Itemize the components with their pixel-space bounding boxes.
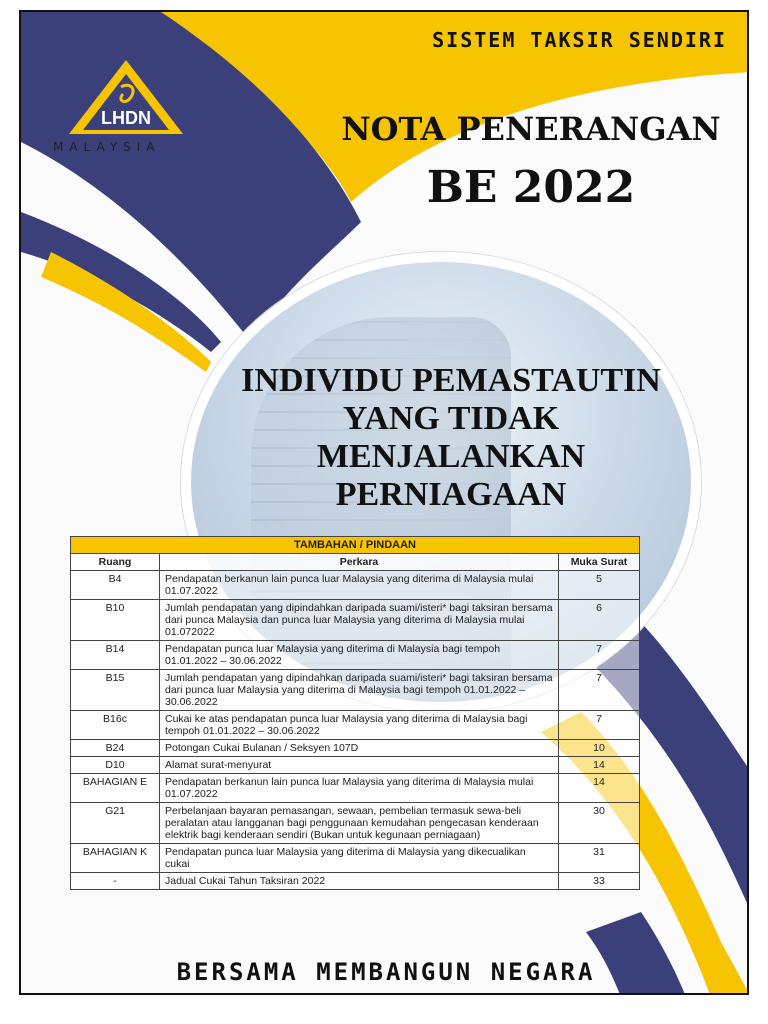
cell-perkara: Jadual Cukai Tahun Taksiran 2022 (160, 873, 559, 890)
cell-ruang: BAHAGIAN K (71, 844, 160, 873)
cell-ruang: B15 (71, 670, 160, 711)
cell-ruang: B16c (71, 711, 160, 740)
table-row (71, 774, 640, 803)
cell-ruang: B4 (71, 571, 160, 600)
logo-caption: MALAYSIA (53, 140, 161, 154)
cell-ruang: BAHAGIAN E (71, 774, 160, 803)
table-row (71, 670, 640, 711)
headline-line-2: YANG TIDAK (342, 400, 560, 437)
nota-title: NOTA PENERANGAN (341, 110, 721, 148)
amendments-table (70, 536, 640, 890)
cell-perkara: Pendapatan berkanun lain punca luar Malaysia yang diterima di Malaysia mulai 01.07.2022 (160, 774, 559, 803)
cell-perkara: Alamat surat-menyurat (160, 757, 559, 774)
cell-perkara: Pendapatan punca luar Malaysia yang diterima di Malaysia yang dikecualikan cukai (160, 844, 559, 873)
table-row (71, 844, 640, 873)
cell-page: 30 (559, 803, 640, 844)
cell-page: 7 (559, 670, 640, 711)
cell-perkara: Pendapatan punca luar Malaysia yang diterima di Malaysia bagi tempoh 01.01.2022 – 30.06.2022 (160, 641, 559, 670)
footer-slogan: BERSAMA MEMBANGUN NEGARA (176, 958, 596, 986)
table-row (71, 740, 640, 757)
cell-page: 10 (559, 740, 640, 757)
table-row (71, 641, 640, 670)
cell-page: 6 (559, 600, 640, 641)
table-row (71, 757, 640, 774)
column-header-muka-surat: Muka Surat (559, 554, 640, 571)
system-title: SISTEM TAKSIR SENDIRI (432, 28, 727, 52)
table-row (71, 571, 640, 600)
logo-text: LHDN (101, 108, 151, 128)
table-row (71, 600, 640, 641)
table-row (71, 711, 640, 740)
column-header-ruang: Ruang (71, 554, 160, 571)
cell-page: 7 (559, 641, 640, 670)
cell-ruang: B10 (71, 600, 160, 641)
cell-page: 7 (559, 711, 640, 740)
cell-ruang: D10 (71, 757, 160, 774)
cell-perkara: Perbelanjaan bayaran pemasangan, sewaan, pembelian termasuk sewa-beli peralatan atau langganan bagi penggunaan kemudahan pengecasan kenderaan elektrik bagi kenderaan sendiri (Bukan untuk kegunaan perniagaan) (160, 803, 559, 844)
table-title: TAMBAHAN / PINDAAN (71, 537, 640, 554)
cell-perkara: Potongan Cukai Bulanan / Seksyen 107D (160, 740, 559, 757)
cell-page: 31 (559, 844, 640, 873)
cell-perkara: Cukai ke atas pendapatan punca luar Malaysia yang diterima di Malaysia bagi tempoh 01.01.2022 – 30.06.2022 (160, 711, 559, 740)
cell-ruang: - (71, 873, 160, 890)
cell-perkara: Pendapatan berkanun lain punca luar Malaysia yang diterima di Malaysia mulai 01.07.2022 (160, 571, 559, 600)
headline-line-3: MENJALANKAN (316, 438, 586, 475)
cell-page: 5 (559, 571, 640, 600)
cell-ruang: B24 (71, 740, 160, 757)
cell-perkara: Jumlah pendapatan yang dipindahkan daripada suami/isteri* bagi taksiran bersama dari punca luar Malaysia yang diterima di Malaysia bagi tempoh 01.01.2022 – 30.06.2022 (160, 670, 559, 711)
cell-ruang: B14 (71, 641, 160, 670)
table-row (71, 873, 640, 890)
cell-page: 14 (559, 757, 640, 774)
cover-page (19, 10, 749, 995)
headline-line-1: INDIVIDU PEMASTAUTIN (241, 362, 661, 399)
cell-page: 14 (559, 774, 640, 803)
cell-page: 33 (559, 873, 640, 890)
cell-perkara: Jumlah pendapatan yang dipindahkan daripada suami/isteri* bagi taksiran bersama dari punca Malaysia dan punca luar Malaysia yang diterima di Malaysia mulai 01.072022 (160, 600, 559, 641)
cell-ruang: G21 (71, 803, 160, 844)
headline-line-4: PERNIAGAAN (335, 476, 567, 513)
table-row (71, 803, 640, 844)
form-year-title: BE 2022 (426, 162, 636, 213)
column-header-perkara: Perkara (160, 554, 559, 571)
headline (181, 362, 721, 514)
